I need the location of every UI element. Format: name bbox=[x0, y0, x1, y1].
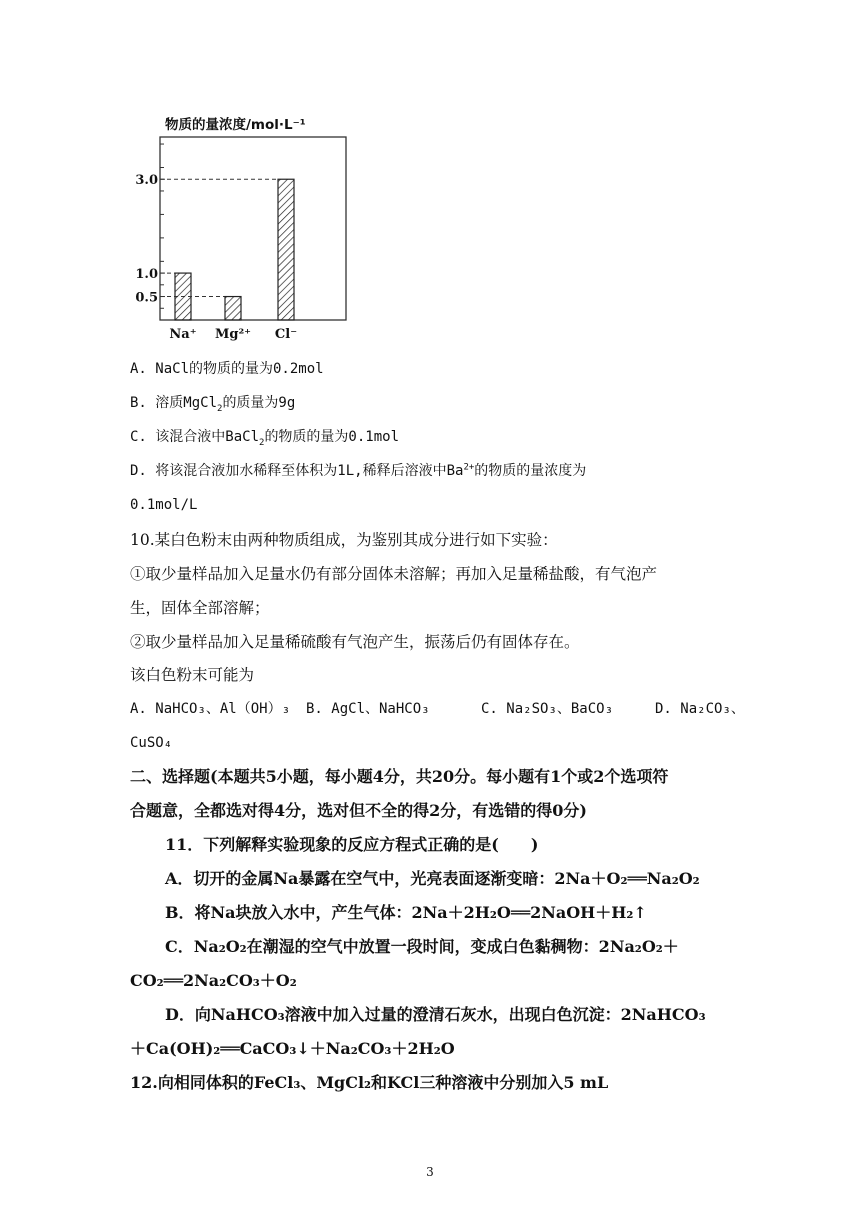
page-number: 3 bbox=[426, 1165, 434, 1179]
q9-option-a: A. NaCl的物质的量为0.2mol bbox=[130, 361, 324, 377]
q11-stem: 11．下列解释实验现象的反应方程式正确的是( ) bbox=[165, 835, 539, 854]
y-tick-label: 3.0 bbox=[135, 173, 158, 189]
q11-option-c-line2: CO₂══2Na₂CO₃＋O₂ bbox=[130, 971, 297, 990]
y-tick-label: 1.0 bbox=[135, 267, 158, 283]
q10-step1-line2: 生，固体全部溶解； bbox=[130, 599, 270, 617]
q9-option-b: B. 溶质MgCl$_2$的质量为9g bbox=[130, 395, 296, 414]
q10-option-d-continued: CuSO₄ bbox=[130, 735, 173, 751]
y-tick-label: 0.5 bbox=[135, 290, 158, 306]
q10-option-d: D. Na₂CO₃、 bbox=[655, 701, 745, 717]
q11-option-d-line2: ＋Ca(OH)₂══CaCO₃↓＋Na₂CO₃＋2H₂O bbox=[130, 1039, 455, 1058]
q11-option-d-line1: D．向NaHCO₃溶液中加入过量的澄清石灰水，出现白色沉淀：2NaHCO₃ bbox=[165, 1005, 706, 1024]
q11-option-a: A．切开的金属Na暴露在空气中，光亮表面逐渐变暗：2Na＋O₂══Na₂O₂ bbox=[165, 869, 700, 888]
q9-option-d-continued: 0.1mol/L bbox=[130, 497, 198, 513]
q11-option-b: B．将Na块放入水中，产生气体：2Na＋2H₂O══2NaOH＋H₂↑ bbox=[165, 903, 647, 922]
q10-step2: ②取少量样品加入足量稀硫酸有气泡产生，振荡后仍有固体存在。 bbox=[130, 633, 580, 651]
q9-option-c: C. 该混合液中BaCl$_2$的物质的量为0.1mol bbox=[130, 429, 400, 448]
category-label: Mg²⁺ bbox=[214, 327, 252, 342]
section2-heading-line1: 二、选择题(本题共5小题，每小题4分，共20分。每小题有1个或2个选项符 bbox=[130, 767, 669, 786]
q11-option-c-line1: C．Na₂O₂在潮湿的空气中放置一段时间，变成白色黏稠物：2Na₂O₂＋ bbox=[165, 937, 679, 956]
concentration-bar-chart bbox=[130, 110, 360, 345]
bar-2 bbox=[278, 179, 294, 320]
chart-title: 物质的量浓度/mol·L⁻¹ bbox=[165, 117, 306, 133]
q9-option-d: D. 将该混合液加水稀释至体积为1L,稀释后溶液中$Ba^{2+}$的物质的量浓度为 bbox=[130, 462, 587, 479]
category-label: Cl⁻ bbox=[274, 327, 298, 342]
section2-heading-line2: 合题意，全都选对得4分，选对但不全的得2分，有选错的得0分) bbox=[130, 801, 587, 820]
q10-step1-line1: ①取少量样品加入足量水仍有部分固体未溶解；再加入足量稀盐酸，有气泡产 bbox=[130, 565, 658, 583]
q12-stem: 12.向相同体积的FeCl₃、MgCl₂和KCl三种溶液中分别加入5 mL bbox=[130, 1073, 609, 1092]
q10-option-b: B. AgCl、NaHCO₃ bbox=[306, 701, 430, 717]
q10-option-a: A. NaHCO₃、Al（OH）₃ bbox=[130, 701, 291, 717]
category-label: Na⁺ bbox=[169, 327, 197, 342]
q10-stem: 10.某白色粉末由两种物质组成，为鉴别其成分进行如下实验： bbox=[130, 531, 558, 549]
bar-1 bbox=[225, 297, 241, 320]
q10-ask: 该白色粉末可能为 bbox=[130, 666, 255, 684]
q10-option-c: C. Na₂SO₃、BaCO₃ bbox=[481, 701, 614, 717]
